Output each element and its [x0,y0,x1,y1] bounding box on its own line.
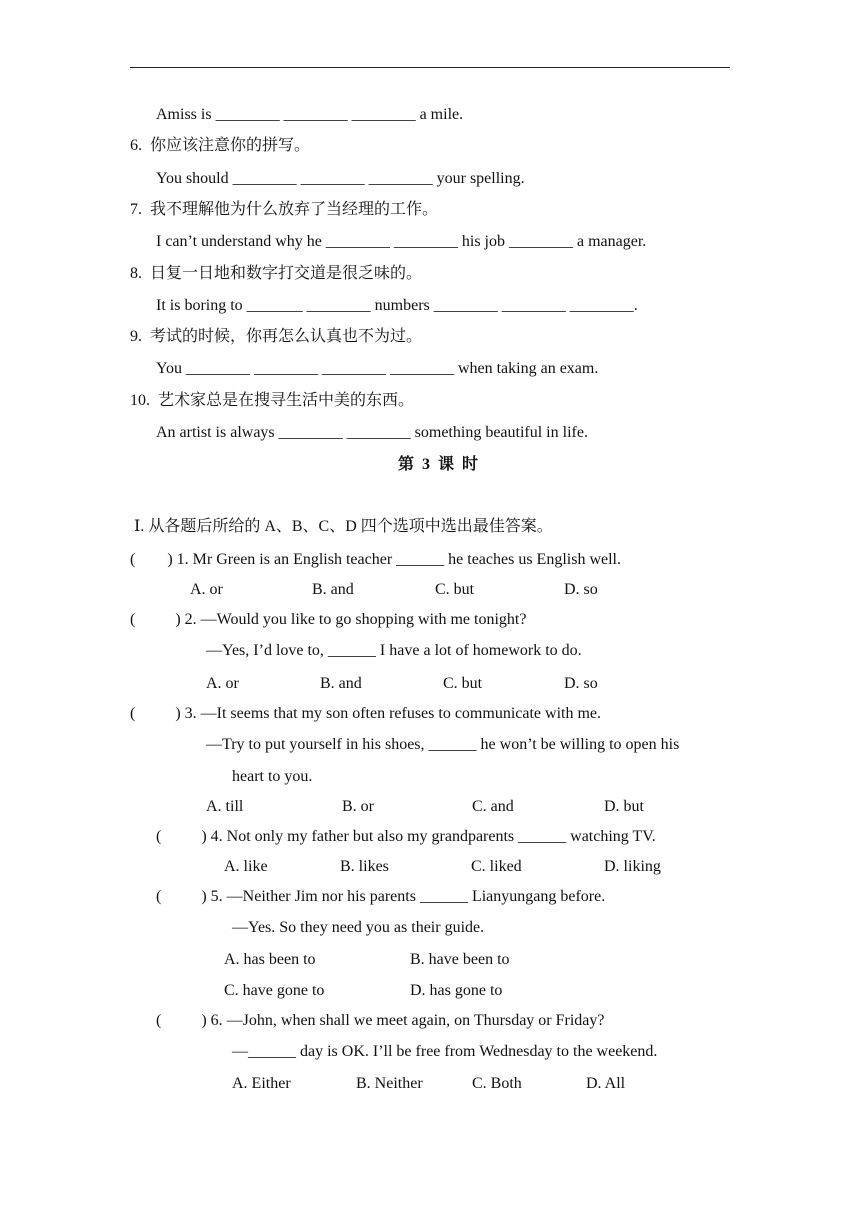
question-2-option-c: C. but [443,675,483,692]
question-1-option-d: D. so [564,581,598,598]
question-2-option-d: D. so [564,675,598,692]
question-1-option-c: C. but [435,581,475,598]
item9-english: You ________ ________ ________ ________ when taking an exam. [156,360,599,377]
header-rule [130,67,730,68]
item5-english: Amiss is ________ ________ ________ a mile. [156,106,464,123]
question-5-option-d: D. has gone to [410,982,503,999]
question-6-reply: —______ day is OK. I’ll be free from Wednesday to the weekend. [232,1043,658,1060]
question-1-stem: ( ) 1. Mr Green is an English teacher ______ he teaches us English well. [130,551,621,568]
question-5-reply: —Yes. So they need you as their guide. [232,919,485,936]
lesson-title: 第 3 课 时 [398,456,479,473]
question-5-option-c: C. have gone to [224,982,325,999]
item7-english: I can’t understand why he ________ ________ his job ________ a manager. [156,233,647,250]
question-3-option-b: B. or [342,798,374,815]
question-3-reply-continued: heart to you. [232,768,313,785]
question-2-option-a: A. or [206,675,239,692]
item7-chinese: 7. 我不理解他为什么放弃了当经理的工作。 [130,201,439,218]
question-2-option-b: B. and [320,675,362,692]
section-heading: Ⅰ. 从各题后所给的 A、B、C、D 四个选项中选出最佳答案。 [134,518,553,535]
question-4-option-d: D. liking [604,858,661,875]
question-6-stem: ( ) 6. —John, when shall we meet again, on Thursday or Friday? [156,1012,605,1029]
question-3-reply: —Try to put yourself in his shoes, ______ he won’t be willing to open his [206,736,680,753]
question-1-option-a: A. or [190,581,223,598]
question-4-option-b: B. likes [340,858,389,875]
question-4-option-a: A. like [224,858,268,875]
item9-chinese: 9. 考试的时候，你再怎么认真也不为过。 [130,328,423,345]
item8-chinese: 8. 日复一日地和数字打交道是很乏味的。 [130,265,423,282]
question-6-option-c: C. Both [472,1075,522,1092]
question-5-option-b: B. have been to [410,951,510,968]
question-2-stem: ( ) 2. —Would you like to go shopping with me tonight? [130,611,527,628]
question-4-option-c: C. liked [471,858,522,875]
item6-chinese: 6. 你应该注意你的拼写。 [130,137,311,154]
question-5-option-a: A. has been to [224,951,316,968]
question-6-option-b: B. Neither [356,1075,423,1092]
item10-english: An artist is always ________ ________ something beautiful in life. [156,424,588,441]
question-1-option-b: B. and [312,581,354,598]
question-6-option-a: A. Either [232,1075,291,1092]
question-4-stem: ( ) 4. Not only my father but also my grandparents ______ watching TV. [156,828,656,845]
item6-english: You should ________ ________ ________ your spelling. [156,170,525,187]
question-3-stem: ( ) 3. —It seems that my son often refuses to communicate with me. [130,705,602,722]
question-3-option-a: A. till [206,798,244,815]
question-3-option-d: D. but [604,798,644,815]
question-2-reply: —Yes, I’d love to, ______ I have a lot of homework to do. [206,642,582,659]
question-3-option-c: C. and [472,798,514,815]
question-6-option-d: D. All [586,1075,626,1092]
item10-chinese: 10. 艺术家总是在搜寻生活中美的东西。 [130,392,415,409]
item8-english: It is boring to _______ ________ numbers ________ ________ ________. [156,297,638,314]
question-5-stem: ( ) 5. —Neither Jim nor his parents ______ Lianyungang before. [156,888,606,905]
